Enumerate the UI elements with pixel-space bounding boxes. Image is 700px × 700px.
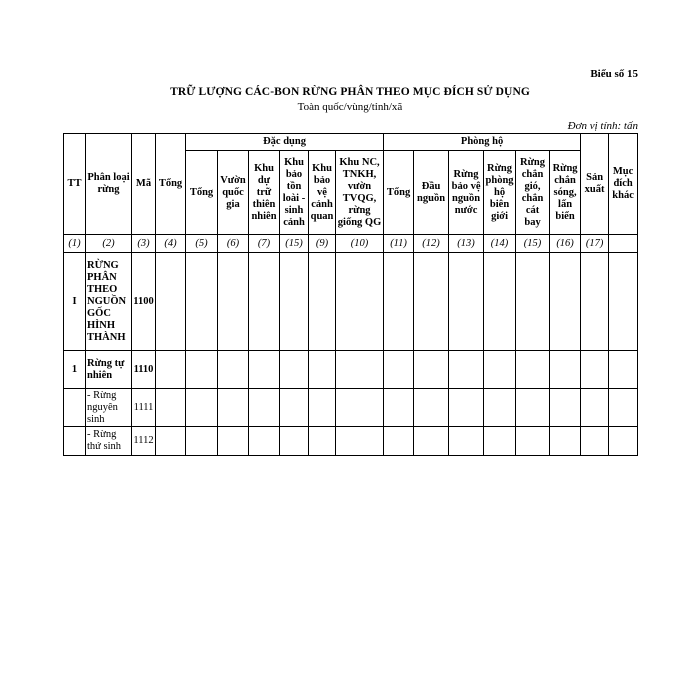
data-cell — [414, 389, 449, 427]
header-san-xuat: Sản xuất — [581, 134, 609, 235]
header-ma: Mã — [132, 134, 156, 235]
data-cell — [550, 389, 581, 427]
table-row — [64, 389, 638, 427]
row-tt: I — [64, 253, 86, 351]
data-cell — [581, 427, 609, 456]
data-cell — [156, 351, 186, 389]
unit-label: Đơn vị tính: tấn — [567, 120, 638, 132]
col-number: (17) — [581, 235, 609, 253]
header-bao-ve-nguon-nuoc: Rừng bảo vệ nguồn nước — [449, 151, 484, 235]
data-cell — [414, 427, 449, 456]
data-cell — [449, 389, 484, 427]
data-cell — [309, 253, 336, 351]
data-cell — [414, 351, 449, 389]
data-cell — [550, 427, 581, 456]
header-phong-ho: Phòng hộ — [384, 134, 581, 151]
header-muc-dich-khac: Mục đích khác — [609, 134, 638, 235]
data-cell — [516, 253, 550, 351]
col-number: (13) — [449, 235, 484, 253]
header-dau-nguon: Đầu nguồn — [414, 151, 449, 235]
page-subtitle: Toàn quốc/vùng/tỉnh/xã — [297, 101, 403, 113]
data-cell — [516, 389, 550, 427]
data-cell — [218, 253, 249, 351]
table-row — [64, 253, 638, 351]
header-chan-song: Rừng chắn sóng, lấn biển — [550, 151, 581, 235]
header-khu-nc: Khu NC, TNKH, vườn TVQG, rừng giống QG — [336, 151, 384, 235]
data-cell — [384, 427, 414, 456]
data-cell — [609, 427, 638, 456]
data-cell — [249, 351, 280, 389]
data-cell — [550, 253, 581, 351]
row-code: 1111 — [132, 389, 156, 427]
data-cell — [249, 427, 280, 456]
header-dac-dung-tong: Tổng — [186, 151, 218, 235]
data-cell — [186, 351, 218, 389]
data-cell — [336, 389, 384, 427]
data-cell — [186, 389, 218, 427]
header-vuon-quoc-gia: Vườn quốc gia — [218, 151, 249, 235]
data-cell — [309, 351, 336, 389]
col-number: (6) — [218, 235, 249, 253]
data-cell — [516, 351, 550, 389]
data-cell — [336, 427, 384, 456]
data-cell — [484, 389, 516, 427]
data-cell — [484, 253, 516, 351]
row-name: - Rừng thứ sinh — [86, 427, 132, 456]
data-cell — [280, 351, 309, 389]
col-number: (16) — [550, 235, 581, 253]
data-cell — [309, 427, 336, 456]
data-cell — [414, 253, 449, 351]
data-cell — [280, 389, 309, 427]
col-number: (1) — [64, 235, 86, 253]
header-chan-gio: Rừng chắn gió, chắn cát bay — [516, 151, 550, 235]
row-code: 1112 — [132, 427, 156, 456]
data-cell — [280, 427, 309, 456]
col-number: (15) — [280, 235, 309, 253]
carbon-stock-table — [63, 133, 638, 456]
data-cell — [280, 253, 309, 351]
col-number: (11) — [384, 235, 414, 253]
row-tt: 1 — [64, 351, 86, 389]
header-khu-du-tru: Khu dự trữ thiên nhiên — [249, 151, 280, 235]
data-cell — [186, 427, 218, 456]
data-cell — [384, 351, 414, 389]
data-cell — [449, 351, 484, 389]
data-cell — [384, 389, 414, 427]
data-cell — [218, 427, 249, 456]
col-number: (10) — [336, 235, 384, 253]
row-code: 1100 — [132, 253, 156, 351]
row-tt — [64, 389, 86, 427]
header-khu-bao-ve: Khu bảo vệ cảnh quan — [309, 151, 336, 235]
data-cell — [516, 427, 550, 456]
col-number: (12) — [414, 235, 449, 253]
data-cell — [581, 253, 609, 351]
col-number: (3) — [132, 235, 156, 253]
data-cell — [609, 351, 638, 389]
data-cell — [384, 253, 414, 351]
data-cell — [218, 351, 249, 389]
data-cell — [581, 351, 609, 389]
row-name: Rừng tự nhiên — [86, 351, 132, 389]
row-code: 1110 — [132, 351, 156, 389]
data-cell — [581, 389, 609, 427]
data-cell — [449, 427, 484, 456]
data-cell — [156, 427, 186, 456]
col-number: (15) — [516, 235, 550, 253]
data-cell — [156, 253, 186, 351]
data-cell — [218, 389, 249, 427]
col-number: (7) — [249, 235, 280, 253]
page-title: TRỮ LƯỢNG CÁC-BON RỪNG PHÂN THEO MỤC ĐÍCH SỬ DỤNG — [170, 86, 530, 98]
header-tong: Tổng — [156, 134, 186, 235]
header-khu-bao-ton: Khu bảo tồn loài - sinh cảnh — [280, 151, 309, 235]
data-cell — [609, 389, 638, 427]
header-dac-dung: Đặc dụng — [186, 134, 384, 151]
row-name: - Rừng nguyên sinh — [86, 389, 132, 427]
form-number: Biểu số 15 — [590, 68, 638, 80]
col-number: (2) — [86, 235, 132, 253]
data-cell — [484, 427, 516, 456]
col-number: (14) — [484, 235, 516, 253]
data-cell — [156, 389, 186, 427]
data-cell — [550, 351, 581, 389]
col-number: (9) — [309, 235, 336, 253]
data-cell — [336, 351, 384, 389]
data-cell — [484, 351, 516, 389]
table-row — [64, 427, 638, 456]
header-phong-ho-tong: Tổng — [384, 151, 414, 235]
row-tt — [64, 427, 86, 456]
data-cell — [449, 253, 484, 351]
header-tt: TT — [64, 134, 86, 235]
col-number — [609, 235, 638, 253]
data-cell — [309, 389, 336, 427]
col-number: (4) — [156, 235, 186, 253]
data-cell — [609, 253, 638, 351]
row-name: RỪNG PHÂN THEO NGUỒN GỐC HÌNH THÀNH — [86, 253, 132, 351]
data-cell — [336, 253, 384, 351]
header-bien-gioi: Rừng phòng hộ biên giới — [484, 151, 516, 235]
data-cell — [249, 389, 280, 427]
data-cell — [186, 253, 218, 351]
table-row — [64, 351, 638, 389]
column-number-row — [64, 235, 638, 253]
col-number: (5) — [186, 235, 218, 253]
data-cell — [249, 253, 280, 351]
header-phan-loai: Phân loại rừng — [86, 134, 132, 235]
